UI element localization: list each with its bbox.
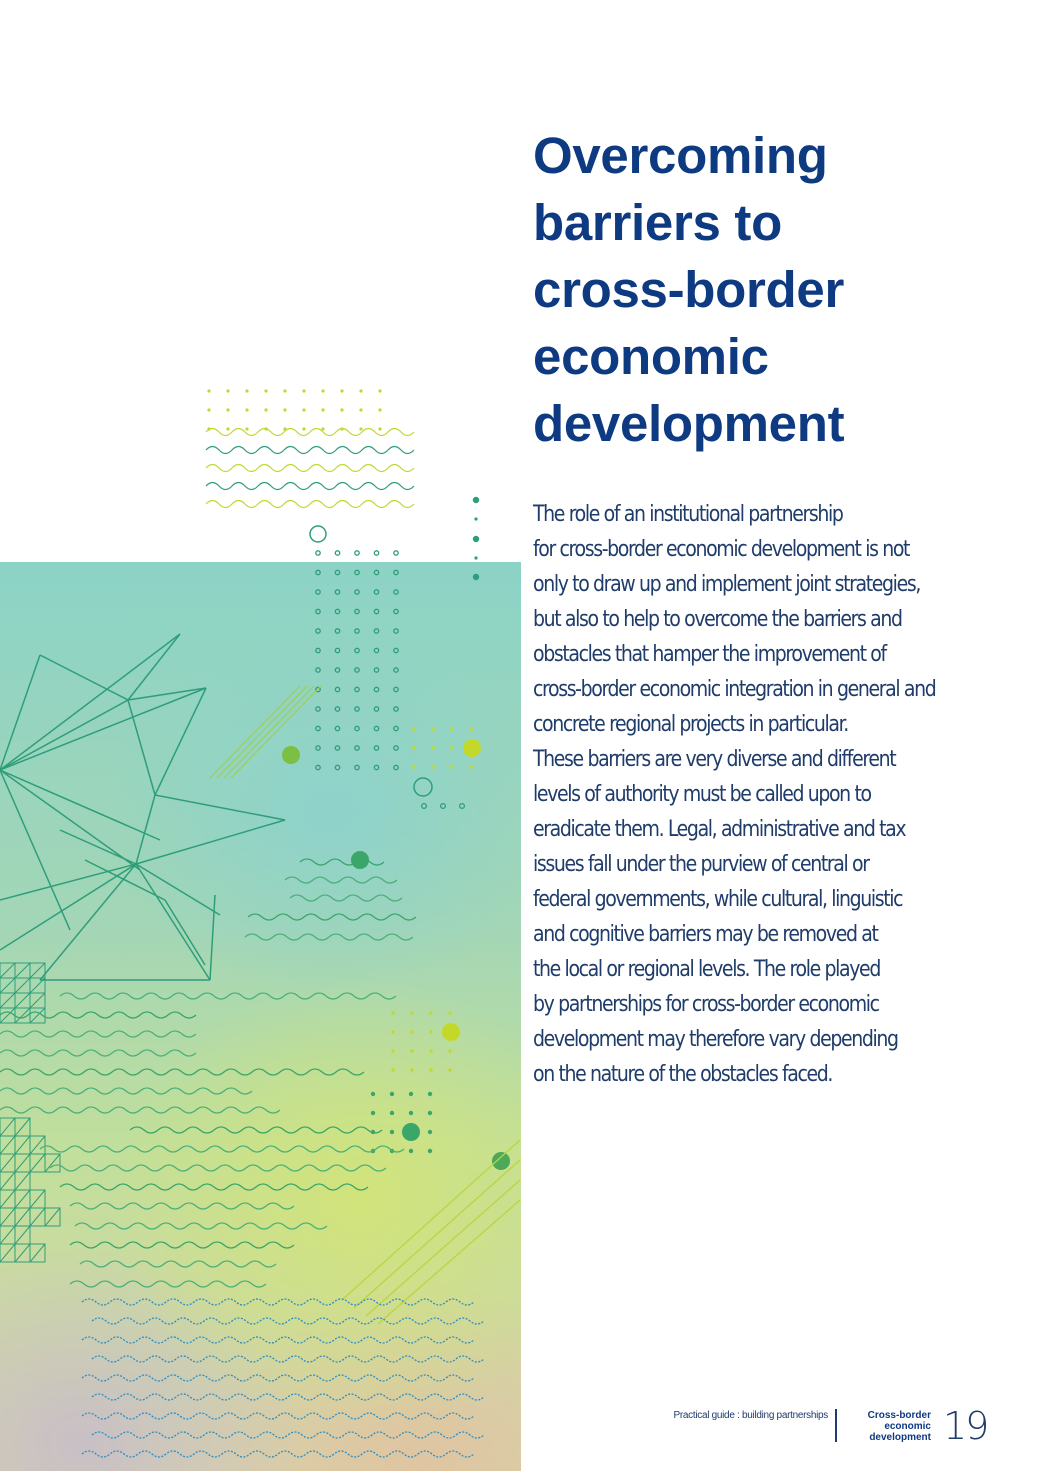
pattern-dot bbox=[394, 765, 398, 769]
pattern-dot bbox=[412, 727, 415, 730]
pattern-dot bbox=[448, 1011, 451, 1014]
pattern-dot bbox=[355, 551, 359, 555]
pattern-dot bbox=[374, 707, 378, 711]
pattern-dot bbox=[335, 707, 339, 711]
wave-line bbox=[82, 1299, 474, 1305]
pattern-dot bbox=[412, 746, 415, 749]
pattern-dot bbox=[355, 590, 359, 594]
pattern-dot bbox=[335, 629, 339, 633]
star-line bbox=[0, 770, 160, 840]
pattern-dot bbox=[316, 746, 320, 750]
mesh-cell bbox=[0, 1118, 15, 1136]
pattern-dot bbox=[428, 1130, 432, 1134]
pattern-dot bbox=[374, 746, 378, 750]
body-line: These barriers are very diverse and different bbox=[533, 747, 896, 772]
body-paragraph bbox=[533, 497, 937, 1092]
pattern-dot bbox=[431, 746, 434, 749]
mesh-cell bbox=[0, 1208, 15, 1226]
wave-line bbox=[70, 1242, 294, 1248]
star-line bbox=[210, 895, 215, 980]
pattern-dot bbox=[374, 726, 378, 730]
wave-line bbox=[206, 465, 414, 472]
mesh-cell bbox=[45, 1208, 60, 1226]
mesh-cell bbox=[0, 978, 15, 993]
wave-line bbox=[0, 1107, 280, 1113]
pattern-dot-large bbox=[402, 1123, 420, 1141]
pattern-dot bbox=[340, 389, 343, 392]
wave-line bbox=[80, 1261, 276, 1267]
wave-line bbox=[0, 1012, 196, 1018]
body-line: eradicate them. Legal, administrative and tax bbox=[533, 817, 906, 842]
wave-line bbox=[40, 1146, 404, 1152]
pattern-dot bbox=[335, 609, 339, 613]
star-line bbox=[60, 830, 136, 864]
wave-line bbox=[60, 1184, 368, 1190]
wave-line bbox=[0, 1050, 196, 1056]
pattern-dot bbox=[335, 726, 339, 730]
pattern-dot bbox=[394, 707, 398, 711]
pattern-dot bbox=[359, 389, 362, 392]
pattern-dot bbox=[474, 556, 477, 559]
pattern-dot bbox=[374, 687, 378, 691]
hatch-line bbox=[224, 686, 314, 778]
pattern-dot-large bbox=[492, 1152, 510, 1170]
pattern-dot bbox=[394, 687, 398, 691]
wave-line bbox=[248, 914, 416, 920]
pattern-dot bbox=[450, 746, 453, 749]
body-line: concrete regional projects in particular. bbox=[533, 712, 848, 737]
wave-line bbox=[82, 1337, 474, 1343]
mesh-cell bbox=[15, 1136, 30, 1154]
pattern-dot bbox=[335, 746, 339, 750]
star-line bbox=[0, 655, 40, 770]
footer-guide-title: Practical guide : building partnerships bbox=[673, 1410, 828, 1421]
pattern-dot bbox=[474, 517, 477, 520]
pattern-dot bbox=[473, 574, 479, 580]
pattern-dot bbox=[410, 1068, 413, 1071]
pattern-dot bbox=[316, 570, 320, 574]
footer-section-line: development bbox=[869, 1432, 931, 1443]
pattern-dot bbox=[431, 727, 434, 730]
pattern-dot bbox=[335, 687, 339, 691]
pattern-dot bbox=[473, 497, 479, 503]
wave-line bbox=[75, 1223, 327, 1229]
pattern-dot bbox=[207, 408, 210, 411]
mesh-cell bbox=[15, 993, 30, 1008]
mesh-cell bbox=[30, 1154, 45, 1172]
pattern-dot bbox=[226, 408, 229, 411]
footer-section-line: economic bbox=[884, 1421, 931, 1432]
pattern-dot bbox=[302, 408, 305, 411]
mesh-cell bbox=[30, 993, 45, 1008]
pattern-dot bbox=[441, 804, 446, 809]
mesh-cell bbox=[15, 1190, 30, 1208]
mesh-cell bbox=[30, 978, 45, 993]
mesh-cell bbox=[45, 1154, 60, 1172]
pattern-dot bbox=[391, 1011, 394, 1014]
pattern-dot bbox=[335, 570, 339, 574]
pattern-dot bbox=[316, 648, 320, 652]
pattern-dot bbox=[355, 687, 359, 691]
pattern-dot bbox=[390, 1092, 394, 1096]
title-line: cross-border bbox=[533, 261, 844, 318]
wave-line bbox=[0, 1069, 364, 1075]
pattern-dot bbox=[374, 551, 378, 555]
pattern-dot bbox=[316, 609, 320, 613]
pattern-dot-large bbox=[442, 1023, 460, 1041]
pattern-dot bbox=[371, 1111, 375, 1115]
star-line bbox=[40, 864, 136, 980]
pattern-dot bbox=[409, 1092, 413, 1096]
pattern-dot bbox=[245, 389, 248, 392]
star-line bbox=[136, 795, 155, 864]
pattern-dot bbox=[302, 389, 305, 392]
pattern-dot bbox=[355, 668, 359, 672]
mesh-cell bbox=[15, 1172, 30, 1190]
title-line: economic bbox=[533, 328, 769, 385]
pattern-dot bbox=[378, 427, 381, 430]
mesh-cell bbox=[0, 1154, 15, 1172]
wave-line bbox=[92, 1318, 484, 1324]
pattern-dot bbox=[316, 551, 320, 555]
mesh-cell bbox=[15, 963, 30, 978]
pattern-dot bbox=[335, 668, 339, 672]
body-line: obstacles that hamper the improvement of bbox=[533, 642, 886, 667]
hatch-line bbox=[342, 1140, 520, 1300]
body-line: federal governments, while cultural, linguistic bbox=[533, 887, 903, 912]
pattern-dot bbox=[355, 609, 359, 613]
pattern-dot bbox=[316, 668, 320, 672]
hatch-line bbox=[378, 1200, 520, 1324]
pattern-dot bbox=[428, 1149, 432, 1153]
pattern-dot bbox=[245, 427, 248, 430]
mesh-cell bbox=[0, 963, 15, 978]
pattern-dot bbox=[264, 408, 267, 411]
pattern-dot bbox=[340, 408, 343, 411]
pattern-dot bbox=[450, 727, 453, 730]
star-line bbox=[0, 864, 136, 900]
wave-line bbox=[290, 895, 402, 901]
wave-line bbox=[300, 859, 384, 865]
mesh-cell bbox=[15, 1154, 30, 1172]
pattern-dot bbox=[391, 1030, 394, 1033]
pattern-dot bbox=[429, 1030, 432, 1033]
pattern-dot bbox=[264, 389, 267, 392]
body-line: only to draw up and implement joint strategies, bbox=[533, 572, 920, 597]
pattern-dot bbox=[410, 1030, 413, 1033]
body-line: levels of authority must be called upon to bbox=[533, 782, 871, 807]
pattern-dot bbox=[410, 1049, 413, 1052]
pattern-dot bbox=[359, 427, 362, 430]
star-line bbox=[165, 900, 205, 965]
footer-divider bbox=[835, 1409, 837, 1442]
pattern-dot bbox=[371, 1092, 375, 1096]
pattern-dot bbox=[226, 389, 229, 392]
wave-line bbox=[82, 1413, 474, 1419]
pattern-dot bbox=[378, 408, 381, 411]
pattern-dot bbox=[374, 629, 378, 633]
body-line: cross-border economic integration in general and bbox=[533, 677, 936, 702]
star-line bbox=[155, 688, 206, 795]
pattern-dot bbox=[394, 570, 398, 574]
pattern-ring bbox=[414, 778, 432, 796]
mesh-cell bbox=[30, 1244, 45, 1262]
pattern-dot bbox=[429, 1011, 432, 1014]
title-line: development bbox=[533, 395, 845, 452]
pattern-dot bbox=[390, 1130, 394, 1134]
wave-line bbox=[206, 447, 414, 454]
pattern-dot bbox=[321, 408, 324, 411]
page-title bbox=[533, 122, 1013, 457]
star-line bbox=[0, 700, 128, 770]
pattern-dot bbox=[412, 765, 415, 768]
wave-line bbox=[0, 1031, 196, 1037]
body-line: but also to help to overcome the barriers and bbox=[533, 607, 902, 632]
wave-line bbox=[130, 1127, 382, 1133]
pattern-dot bbox=[226, 427, 229, 430]
star-line bbox=[40, 655, 128, 700]
mesh-cell bbox=[0, 1244, 15, 1262]
body-line: and cognitive barriers may be removed at bbox=[533, 922, 878, 947]
pattern-dot bbox=[394, 746, 398, 750]
wave-line bbox=[60, 993, 396, 999]
pattern-dot bbox=[409, 1111, 413, 1115]
body-line: issues fall under the purview of central or bbox=[533, 852, 869, 877]
pattern-dot bbox=[394, 668, 398, 672]
pattern-dot bbox=[355, 570, 359, 574]
pattern-dot bbox=[335, 590, 339, 594]
star-line bbox=[128, 688, 206, 700]
pattern-dot bbox=[431, 765, 434, 768]
pattern-dot bbox=[374, 648, 378, 652]
star-line bbox=[85, 860, 165, 900]
mesh-cell bbox=[30, 1136, 45, 1154]
wave-line bbox=[70, 1203, 294, 1209]
wave-line bbox=[92, 1432, 484, 1438]
pattern-dot bbox=[469, 727, 472, 730]
star-line bbox=[136, 864, 220, 915]
pattern-dot bbox=[394, 726, 398, 730]
pattern-dot-large bbox=[463, 739, 481, 757]
pattern-dot bbox=[394, 609, 398, 613]
mesh-cell bbox=[15, 1226, 30, 1244]
pattern-dot bbox=[394, 648, 398, 652]
wave-line bbox=[82, 1451, 474, 1457]
star-line bbox=[136, 864, 210, 980]
hatch-line bbox=[217, 686, 307, 778]
pattern-dot bbox=[316, 629, 320, 633]
wave-line bbox=[206, 429, 414, 436]
pattern-dot bbox=[448, 1068, 451, 1071]
star-line bbox=[0, 770, 70, 930]
star-line bbox=[0, 770, 140, 870]
pattern-dot bbox=[316, 590, 320, 594]
pattern-dot bbox=[355, 746, 359, 750]
pattern-dot bbox=[316, 765, 320, 769]
star-line bbox=[0, 864, 136, 950]
pattern-dot bbox=[374, 609, 378, 613]
star-line bbox=[136, 820, 285, 864]
pattern-dot bbox=[394, 551, 398, 555]
pattern-dot bbox=[335, 765, 339, 769]
pattern-ring bbox=[310, 526, 326, 542]
pattern-dot bbox=[473, 536, 479, 542]
mesh-cell bbox=[0, 1008, 15, 1023]
mesh-cell bbox=[15, 1118, 30, 1136]
wave-line bbox=[92, 1394, 484, 1400]
mesh-cell bbox=[0, 1136, 15, 1154]
pattern-dot bbox=[469, 765, 472, 768]
mesh-cell bbox=[0, 993, 15, 1008]
pattern-dot bbox=[391, 1068, 394, 1071]
mesh-cell bbox=[0, 1172, 15, 1190]
star-line bbox=[0, 634, 180, 770]
wave-line bbox=[206, 483, 414, 490]
title-line: barriers to bbox=[533, 194, 782, 251]
mesh-cell bbox=[15, 1244, 30, 1262]
hatch-line bbox=[354, 1160, 520, 1308]
body-line: for cross-border economic development is not bbox=[533, 537, 910, 562]
pattern-dot bbox=[450, 765, 453, 768]
pattern-dot bbox=[245, 408, 248, 411]
wave-line bbox=[245, 934, 413, 940]
pattern-dot bbox=[374, 765, 378, 769]
hatch-line bbox=[231, 686, 321, 778]
pattern-dot bbox=[207, 389, 210, 392]
pattern-dot bbox=[359, 408, 362, 411]
footer-section-title bbox=[868, 1410, 931, 1443]
pattern-dot bbox=[429, 1068, 432, 1071]
pattern-dot bbox=[374, 668, 378, 672]
pattern-dot bbox=[394, 629, 398, 633]
footer-section-line: Cross-border bbox=[867, 1410, 931, 1421]
pattern-dot bbox=[390, 1111, 394, 1115]
mesh-cell bbox=[0, 1190, 15, 1208]
wave-line bbox=[285, 877, 397, 883]
pattern-dot bbox=[422, 804, 427, 809]
pattern-dot bbox=[316, 726, 320, 730]
pattern-dot bbox=[374, 570, 378, 574]
pattern-dot bbox=[335, 551, 339, 555]
mesh-cell bbox=[15, 978, 30, 993]
title-line: Overcoming bbox=[533, 127, 828, 184]
wave-line bbox=[92, 1356, 484, 1362]
pattern-dot bbox=[460, 804, 465, 809]
pattern-dot bbox=[316, 707, 320, 711]
pattern-dot bbox=[409, 1149, 413, 1153]
body-line: on the nature of the obstacles faced. bbox=[533, 1062, 833, 1087]
pattern-dot bbox=[448, 1049, 451, 1052]
page-number: 19 bbox=[943, 1404, 988, 1448]
pattern-dot bbox=[283, 408, 286, 411]
pattern-dot bbox=[391, 1049, 394, 1052]
star-line bbox=[155, 795, 285, 820]
mesh-cell bbox=[0, 1226, 15, 1244]
pattern-dot bbox=[410, 1011, 413, 1014]
pattern-dot bbox=[355, 726, 359, 730]
wave-line bbox=[50, 1165, 386, 1171]
pattern-dot bbox=[355, 765, 359, 769]
wave-line bbox=[0, 1088, 252, 1094]
pattern-dot bbox=[355, 707, 359, 711]
wave-line bbox=[206, 501, 414, 508]
pattern-dot bbox=[355, 629, 359, 633]
wave-line bbox=[82, 1375, 474, 1381]
pattern-dot bbox=[335, 648, 339, 652]
body-line: the local or regional levels. The role played bbox=[533, 957, 880, 982]
body-line: by partnerships for cross-border economic bbox=[533, 992, 879, 1017]
pattern-dot bbox=[429, 1049, 432, 1052]
body-line: The role of an institutional partnership bbox=[533, 502, 843, 527]
hatch-line bbox=[366, 1180, 520, 1316]
body-line: development may therefore vary depending bbox=[533, 1027, 898, 1052]
pattern-dot bbox=[321, 389, 324, 392]
pattern-dot bbox=[302, 427, 305, 430]
pattern-dot bbox=[374, 590, 378, 594]
pattern-dot bbox=[378, 389, 381, 392]
pattern-dot bbox=[428, 1092, 432, 1096]
mesh-cell bbox=[30, 1190, 45, 1208]
star-line bbox=[0, 688, 206, 770]
hatch-line bbox=[210, 686, 300, 778]
pattern-dot bbox=[428, 1111, 432, 1115]
pattern-dot bbox=[283, 389, 286, 392]
wave-line bbox=[70, 1281, 266, 1287]
mesh-cell bbox=[15, 1208, 30, 1226]
pattern-dot bbox=[355, 648, 359, 652]
pattern-dot-large bbox=[282, 746, 300, 764]
pattern-dot bbox=[394, 590, 398, 594]
mesh-cell bbox=[30, 1208, 45, 1226]
